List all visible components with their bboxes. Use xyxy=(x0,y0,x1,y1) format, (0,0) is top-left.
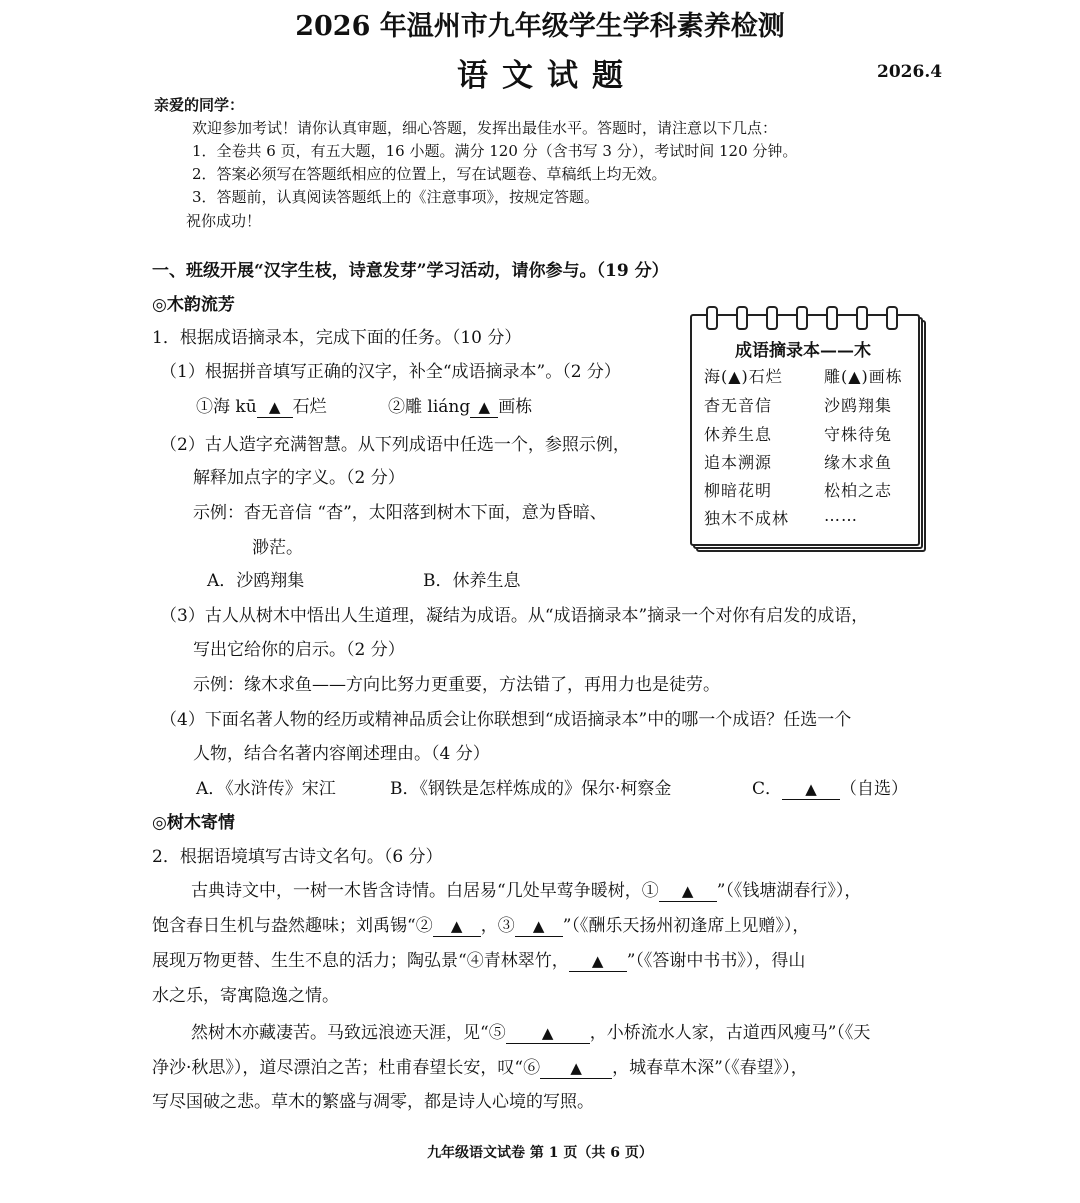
question-1-4-line-1: （4）下面名著人物的经历或精神品质会让你联想到“成语摘录本”中的哪一个成语？任选一个 xyxy=(160,710,852,730)
idiom-entry: 杳无音信 xyxy=(704,396,773,415)
idiom-entry: 守株待兔 xyxy=(824,425,893,444)
answer-blank[interactable]: ▲ xyxy=(257,398,293,418)
question-1-1-item-a: ①海 kū ▲ 石烂 xyxy=(196,397,327,417)
idiom-entry: 雕(▲)画栋 xyxy=(824,367,903,386)
passage-line: 写尽国破之悲。草木的繁盛与凋零，都是诗人心境的写照。 xyxy=(152,1092,594,1112)
ring-icon xyxy=(826,306,838,330)
notebook-title: 成语摘录本——木 xyxy=(735,341,871,361)
question-2: 2．根据语境填写古诗文名句。（6 分） xyxy=(152,847,443,867)
idiom-entry: 柳暗花明 xyxy=(704,481,773,500)
question-1-1: （1）根据拼音填写正确的汉字，补全“成语摘录本”。（2 分） xyxy=(160,362,621,382)
passage-line: 古典诗文中，一树一木皆含诗情。白居易“几处早莺争暖树，① ▲ ”（《钱塘湖春行》）， xyxy=(191,881,862,901)
rule-2: 2．答案必须写在答题纸相应的位置上，写在试题卷、草稿纸上均无效。 xyxy=(192,165,667,183)
exam-title: 2026 年温州市九年级学生学科素养检测 xyxy=(295,11,785,42)
answer-blank[interactable]: ▲ xyxy=(515,917,563,937)
question-1-3-line-2: 写出它给你的启示。（2 分） xyxy=(193,640,405,660)
option-a: A．沙鸥翔集 xyxy=(207,571,305,591)
greeting: 亲爱的同学： xyxy=(154,96,245,114)
idiom-notebook xyxy=(690,306,930,552)
answer-blank[interactable]: ▲ xyxy=(540,1059,612,1079)
question-1-4-line-2: 人物，结合名著内容阐述理由。（4 分） xyxy=(193,744,490,764)
question-1: 1．根据成语摘录本，完成下面的任务。（10 分） xyxy=(152,328,522,348)
answer-blank[interactable]: ▲ xyxy=(782,780,840,800)
rule-3: 3．答题前，认真阅读答题纸上的《注意事项》，按规定答题。 xyxy=(192,188,600,206)
ring-icon xyxy=(886,306,898,330)
example-text: 示例：缘木求鱼——方向比努力更重要，方法错了，再用力也是徒劳。 xyxy=(193,675,720,695)
welcome-text: 欢迎参加考试！请你认真审题，细心答题，发挥出最佳水平。答题时，请注意以下几点： xyxy=(192,119,778,137)
option-b: B．休养生息 xyxy=(423,571,521,591)
example-text-cont: 渺茫。 xyxy=(252,538,303,558)
passage-line: 饱含春日生机与盎然趣味；刘禹锡“② ▲ ，③ ▲ ”（《酬乐天扬州初逢席上见赠》）， xyxy=(152,916,810,936)
example-text: 示例：杳无音信 “杳”，太阳落到树木下面，意为昏暗、 xyxy=(193,503,607,523)
idiom-entry: 缘木求鱼 xyxy=(824,453,893,472)
question-1-1-item-b: ②雕 liáng ▲ 画栋 xyxy=(388,397,533,417)
answer-blank[interactable]: ▲ xyxy=(433,917,481,937)
question-1-3-line-1: （3）古人从树木中悟出人生道理，凝结为成语。从“成语摘录本”摘录一个对你有启发的成语， xyxy=(160,606,869,626)
idiom-entry: 沙鸥翔集 xyxy=(824,396,893,415)
idiom-entry: 追本溯源 xyxy=(704,453,773,472)
option-b: B．《钢铁是怎样炼成的》保尔·柯察金 xyxy=(390,779,672,799)
ring-icon xyxy=(736,306,748,330)
answer-blank[interactable]: ▲ xyxy=(659,882,717,902)
section-1-heading: 一、班级开展“汉字生枝，诗意发芽”学习活动，请你参与。（19 分） xyxy=(152,261,669,281)
answer-blank[interactable]: ▲ xyxy=(506,1024,590,1044)
exam-date: 2026.4 xyxy=(877,62,943,82)
idiom-entry: 松柏之志 xyxy=(824,481,893,500)
ring-icon xyxy=(706,306,718,330)
answer-blank[interactable]: ▲ xyxy=(470,398,498,418)
wish-text: 祝你成功！ xyxy=(186,212,262,230)
answer-blank[interactable]: ▲ xyxy=(569,952,627,972)
passage-line: 然树木亦藏凄苦。马致远浪迹天涯，见“⑤ ▲ ，小桥流水人家，古道西风瘦马”（《天 xyxy=(191,1023,871,1043)
option-c: C． ▲ （自选） xyxy=(752,779,909,799)
part-1-title: ◎木韵流芳 xyxy=(152,295,235,315)
passage-line: 水之乐，寄寓隐逸之情。 xyxy=(152,986,339,1006)
rule-1: 1．全卷共 6 页，有五大题，16 小题。满分 120 分（含书写 3 分），考试时间 120 分钟。 xyxy=(192,142,798,160)
ring-icon xyxy=(856,306,868,330)
question-1-2-line-1: （2）古人造字充满智慧。从下列成语中任选一个，参照示例， xyxy=(160,435,630,455)
question-1-2-line-2: 解释加点字的字义。（2 分） xyxy=(193,468,405,488)
part-2-title: ◎树木寄情 xyxy=(152,813,235,833)
ring-icon xyxy=(766,306,778,330)
idiom-entry: 休养生息 xyxy=(704,425,773,444)
idiom-entry: 独木不成林 xyxy=(704,509,790,528)
passage-line: 净沙·秋思》），道尽漂泊之苦；杜甫春望长安，叹“⑥ ▲ ，城春草木深”（《春望》）， xyxy=(152,1058,808,1078)
idiom-entry: 海(▲)石烂 xyxy=(704,367,783,386)
page-footer: 九年级语文试卷 第 1 页（共 6 页） xyxy=(427,1145,653,1161)
subject-title: 语文试题 xyxy=(457,58,637,94)
option-a: A．《水浒传》宋江 xyxy=(196,779,336,799)
idiom-entry: …… xyxy=(824,506,858,525)
passage-line: 展现万物更替、生生不息的活力；陶弘景“④青林翠竹， ▲ ”（《答谢中书书》），得山 xyxy=(152,951,806,971)
ring-icon xyxy=(796,306,808,330)
